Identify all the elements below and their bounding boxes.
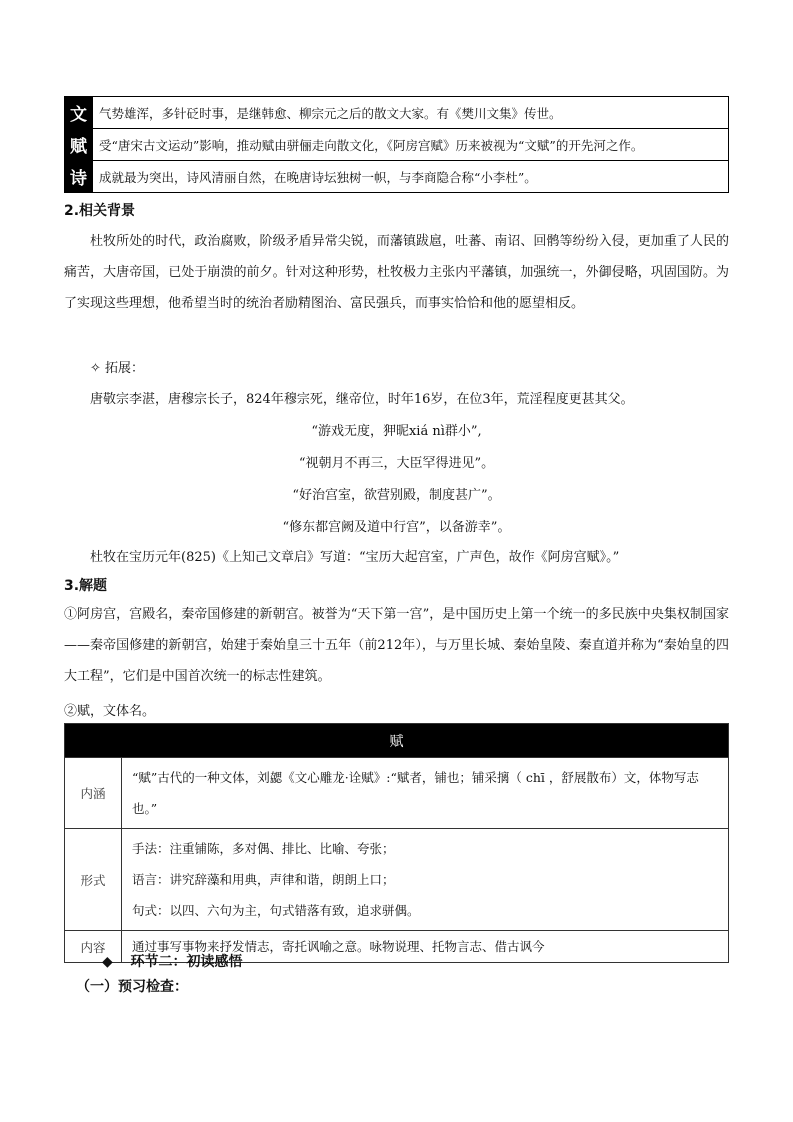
- section-title: 环节二：初读感悟: [130, 954, 243, 970]
- fu-genre-table: [64, 723, 729, 963]
- quote-line: “视朝月不再三，大臣罕得进见”。: [298, 456, 495, 471]
- title-explain-item1: ①阿房宫，宫殿名，秦帝国修建的新朝宫。被誉为“天下第一宫”，是中国历史上第一个统一的多民族中央集权制国家——秦帝国修建的新朝宫，始建于秦始皇三十五年（前212年），与万里长城、秦始皇陵、秦直道并称为“秦始皇的四大工程”，它们是中国首次统一的标志性建筑。: [64, 607, 729, 684]
- table-row: [65, 829, 729, 931]
- closing-line: 杜牧在宝历元年(825)《上知己文章启》写道：“宝历大起宫室，广声色，故作《阿房宫赋》。”: [90, 550, 620, 565]
- subsection-heading: （一）预习检查：: [76, 979, 188, 995]
- quote-line: “游戏无度，狎昵xiá nì群小”,: [311, 424, 482, 439]
- expand-line: 唐敬宗李湛，唐穆宗长子，824年穆宗死，继帝位，时年16岁，在位3年，荒淫程度更甚其父。: [90, 392, 634, 407]
- row-key: 形式: [65, 829, 122, 931]
- row-label: 文: [65, 97, 93, 129]
- table-row: [65, 161, 729, 193]
- row-label: 诗: [65, 161, 93, 193]
- row-value: [122, 758, 729, 829]
- title-explain-item2: ②赋，文体名。: [64, 704, 156, 719]
- expand-label: ✧ 拓展：: [90, 361, 145, 376]
- row-key: 内容: [65, 931, 122, 963]
- row-text: 受“唐宋古文运动”影响，推动赋由骈俪走向散文化，《阿房宫赋》历来被视为“文赋”的开先河之作。: [93, 129, 729, 161]
- table-header-row: [65, 724, 729, 758]
- quote-line: “修东都宫阙及道中行宫”，以备游幸”。: [282, 520, 511, 535]
- table-header: 赋: [65, 724, 729, 758]
- section-heading: [102, 951, 243, 971]
- row-line: 语言：讲究辞藻和用典，声律和谐，朗朗上口；: [132, 872, 395, 887]
- row-value: [122, 829, 729, 931]
- background-paragraph: 杜牧所处的时代，政治腐败，阶级矛盾异常尖锐，而藩镇跋扈，吐蕃、南诏、回鹘等纷纷入侵，更加重了人民的痛苦，大唐帝国，已处于崩溃的前夕。针对这种形势，杜牧极力主张内平藩镇，加强统一，外御侵略，巩固国防。为了实现这些理想，他希望当时的统治者励精图治、富民强兵，而事实恰恰和他的愿望相反。: [64, 234, 729, 311]
- author-achievements-table: [64, 96, 729, 193]
- table-row: [65, 758, 729, 829]
- background-heading: 2.相关背景: [64, 203, 136, 219]
- row-line: 通过事写事物来抒发情志，寄托讽喻之意。咏物说理、托物言志、借古讽今: [132, 939, 545, 954]
- title-explain-heading: 3.解题: [64, 578, 108, 594]
- row-line: 手法：注重铺陈，多对偶、排比、比喻、夸张；: [132, 841, 395, 856]
- row-line: “赋”古代的一种文体，刘勰《文心雕龙·诠赋》:“赋者，铺也；铺采摛（ chī ，舒展散布）文，体物写志也。”: [132, 770, 699, 816]
- table-row: [65, 129, 729, 161]
- table-row: [65, 97, 729, 129]
- quote-line: “好治宫室，欲营别殿，制度甚广”。: [292, 488, 501, 503]
- row-text: 气势雄浑，多针砭时事，是继韩愈、柳宗元之后的散文大家。有《樊川文集》传世。: [93, 97, 729, 129]
- row-text: 成就最为突出，诗风清丽自然，在晚唐诗坛独树一帜，与李商隐合称“小李杜”。: [93, 161, 729, 193]
- row-line: 句式：以四、六句为主，句式错落有致，追求骈偶。: [132, 903, 420, 918]
- row-key: 内涵: [65, 758, 122, 829]
- row-label: 赋: [65, 129, 93, 161]
- diamond-bullet-icon: ◆: [102, 954, 113, 970]
